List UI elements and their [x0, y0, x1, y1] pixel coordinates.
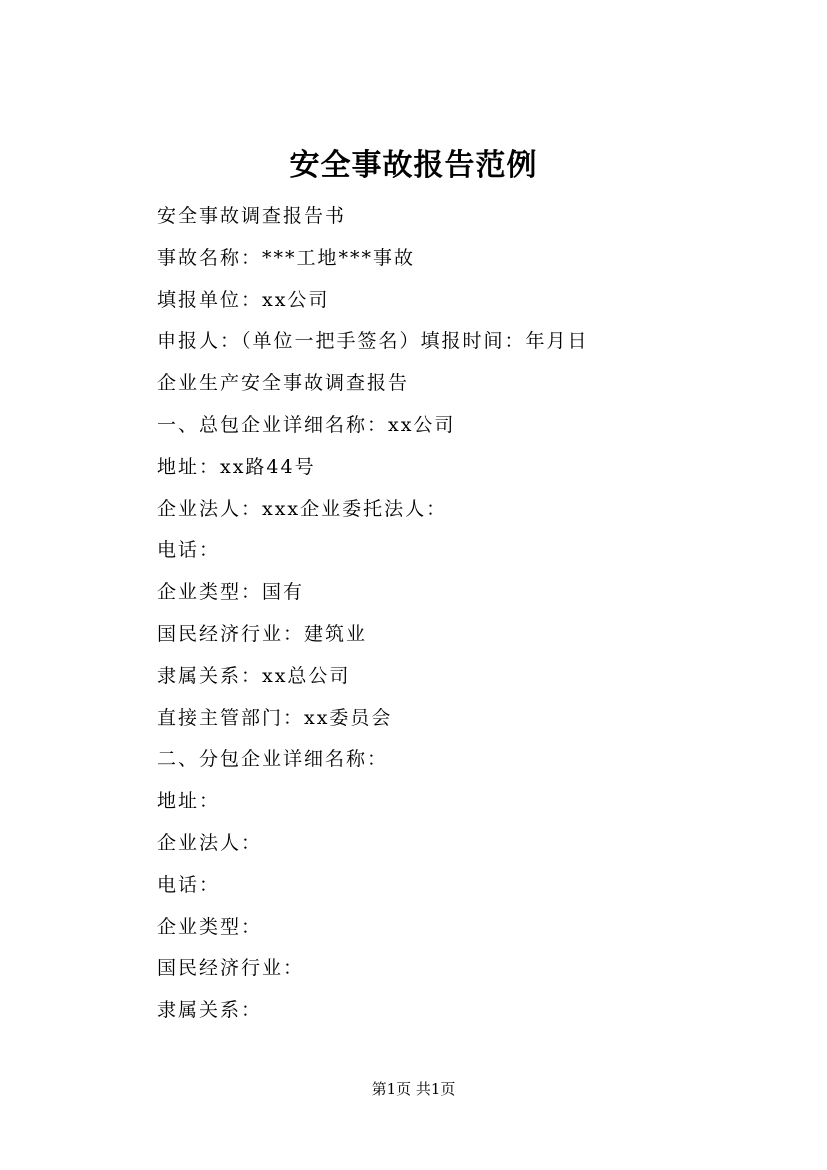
- body-line: 企业生产安全事故调查报告: [157, 372, 410, 395]
- body-line: 直接主管部门：xx委员会: [157, 706, 393, 729]
- body-line: 企业类型：: [157, 915, 263, 938]
- body-line: 一、总包企业详细名称：xx公司: [157, 413, 456, 436]
- body-line: 隶属关系：xx总公司: [157, 664, 351, 687]
- body-line: 隶属关系：: [157, 999, 263, 1022]
- body-line: 地址：: [157, 790, 221, 813]
- body-line: 申报人：（单位一把手签名）填报时间：年月日: [157, 330, 589, 353]
- page-footer: 第1页 共1页: [371, 1080, 456, 1098]
- body-line: 电话：: [157, 873, 221, 896]
- body-line: 事故名称：***工地***事故: [157, 246, 416, 269]
- body-line: 安全事故调查报告书: [157, 205, 347, 227]
- body-line: 企业法人：xxx企业委托法人：: [157, 497, 448, 520]
- body-line: 企业类型：国有: [157, 581, 305, 604]
- body-line: 二、分包企业详细名称：: [157, 748, 389, 771]
- body-line: 填报单位：xx公司: [157, 288, 330, 311]
- document-body: [157, 196, 589, 1032]
- body-line: 国民经济行业：: [157, 957, 305, 980]
- document-title: 安全事故报告范例: [289, 148, 538, 183]
- body-line: 电话：: [157, 539, 221, 562]
- body-line: 地址：xx路44号: [157, 455, 316, 478]
- body-line: 国民经济行业：建筑业: [157, 622, 368, 645]
- body-line: 企业法人：: [157, 831, 263, 854]
